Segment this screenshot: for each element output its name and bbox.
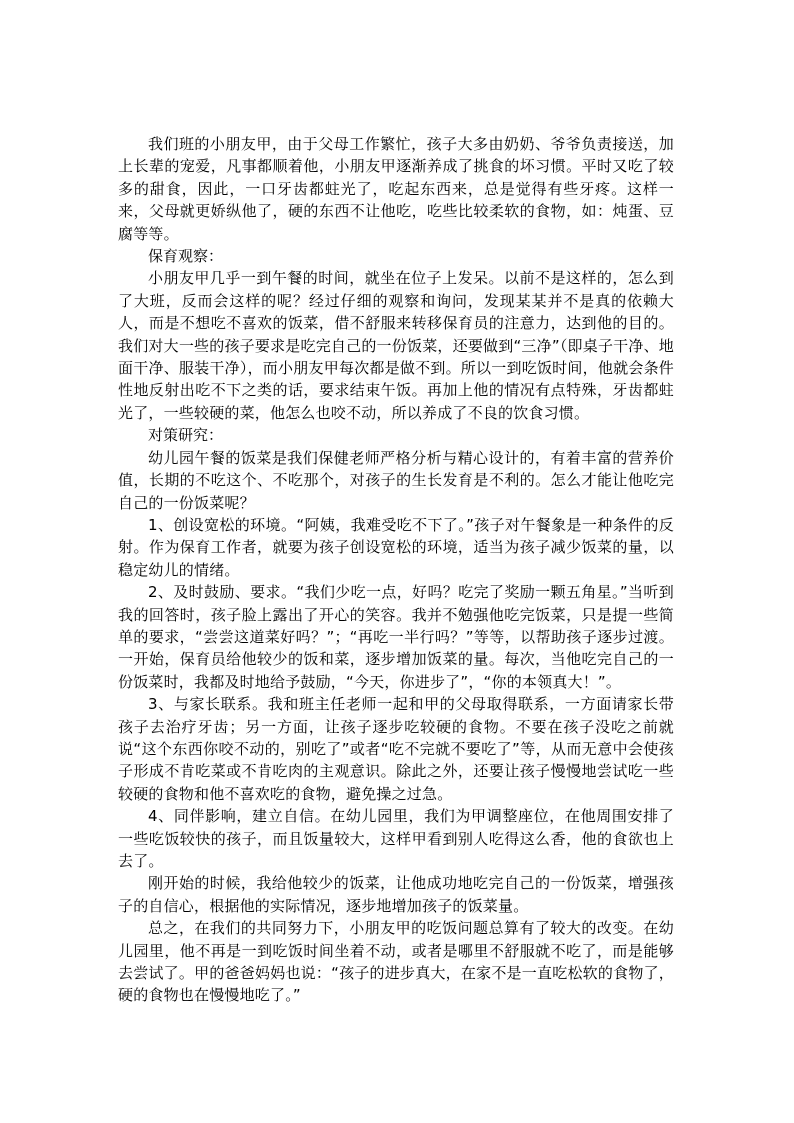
paragraph-strategy-intro: 幼儿园午餐的饭菜是我们保健老师严格分析与精心设计的，有着丰富的营养价值，长期的不吃这个、不吃那个，对孩子的生长发育是不利的。怎么才能让他吃完自己的一份饭菜呢？ xyxy=(118,448,674,512)
paragraph-background: 我们班的小朋友甲，由于父母工作繁忙，孩子大多由奶奶、爷爷负责接送，加上长辈的宠爱，凡事都顺着他，小朋友甲逐渐养成了挑食的坏习惯。平时又吃了较多的甜食，因此，一口牙齿都蛀光了，吃起东西来，总是觉得有些牙疼。这样一来，父母就更娇纵他了，硬的东西不让他吃，吃些比较柔软的食物，如：炖蛋、豆腐等等。 xyxy=(118,135,674,243)
paragraph-strategy-1: 1、创设宽松的环境。“阿姨，我难受吃不下了。”孩子对午餐象是一种条件的反射。作为保育工作者，就要为孩子创设宽松的环境，适当为孩子减少饭菜的量，以稳定幼儿的情绪。 xyxy=(118,515,674,579)
heading-observation: 保育观察： xyxy=(148,247,224,266)
heading-strategy: 对策研究： xyxy=(148,426,224,445)
document-body xyxy=(118,133,674,1007)
paragraph-strategy-3: 3、与家长联系。我和班主任老师一起和甲的父母取得联系，一方面请家长带孩子去治疗牙齿；另一方面，让孩子逐步吃较硬的食物。不要在孩子没吃之前就说“这个东西你咬不动的，别吃了”或者“吃不完就不要吃了”等，从而无意中会使孩子形成不肯吃菜或不肯吃肉的主观意识。除此之外，还要让孩子慢慢地尝试吃一些较硬的食物和他不喜欢吃的食物，避免操之过急。 xyxy=(118,695,674,803)
paragraph-observation: 小朋友甲几乎一到午餐的时间，就坐在位子上发呆。以前不是这样的，怎么到了大班，反而会这样的呢？经过仔细的观察和询问，发现某某并不是真的依赖大人，而是不想吃不喜欢的饭菜，借不舒服来转移保育员的注意力，达到他的目的。我们对大一些的孩子要求是吃完自己的一份饭菜，还要做到“三净”（即桌子干净、地面干净、服装干净），而小朋友甲每次都是做不到。所以一到吃饭时间，他就会条件性地反射出吃不下之类的话，要求结束午饭。再加上他的情况有点特殊，牙齿都蛀光了，一些较硬的菜，他怎么也咬不动，所以养成了不良的饮食习惯。 xyxy=(118,269,674,422)
paragraph-conclusion: 总之，在我们的共同努力下，小朋友甲的吃饭问题总算有了较大的改变。在幼儿园里，他不再是一到吃饭时间坐着不动，或者是哪里不舒服就不吃了，而是能够去尝试了。甲的爸爸妈妈也说：“孩子的进步真大，在家不是一直吃松软的食物了，硬的食物也在慢慢地吃了。” xyxy=(118,919,674,1005)
paragraph-strategy-2: 2、及时鼓励、要求。“我们少吃一点，好吗？吃完了奖励一颗五角星。”当听到我的回答时，孩子脸上露出了开心的笑容。我并不勉强他吃完饭菜，只是提一些简单的要求，“尝尝这道菜好吗？”；“再吃一半行吗？”等等，以帮助孩子逐步过渡。一开始，保育员给他较少的饭和菜，逐步增加饭菜的量。每次，当他吃完自己的一份饭菜时，我都及时地给予鼓励，“今天，你进步了”，“你的本领真大！”。 xyxy=(118,583,674,691)
paragraph-follow-up: 刚开始的时候，我给他较少的饭菜，让他成功地吃完自己的一份饭菜，增强孩子的自信心，根据他的实际情况，逐步地增加孩子的饭菜量。 xyxy=(118,874,674,915)
paragraph-strategy-4: 4、同伴影响，建立自信。在幼儿园里，我们为甲调整座位，在他周围安排了一些吃饭较快的孩子，而且饭量较大，这样甲看到别人吃得这么香，他的食欲也上去了。 xyxy=(118,807,674,870)
